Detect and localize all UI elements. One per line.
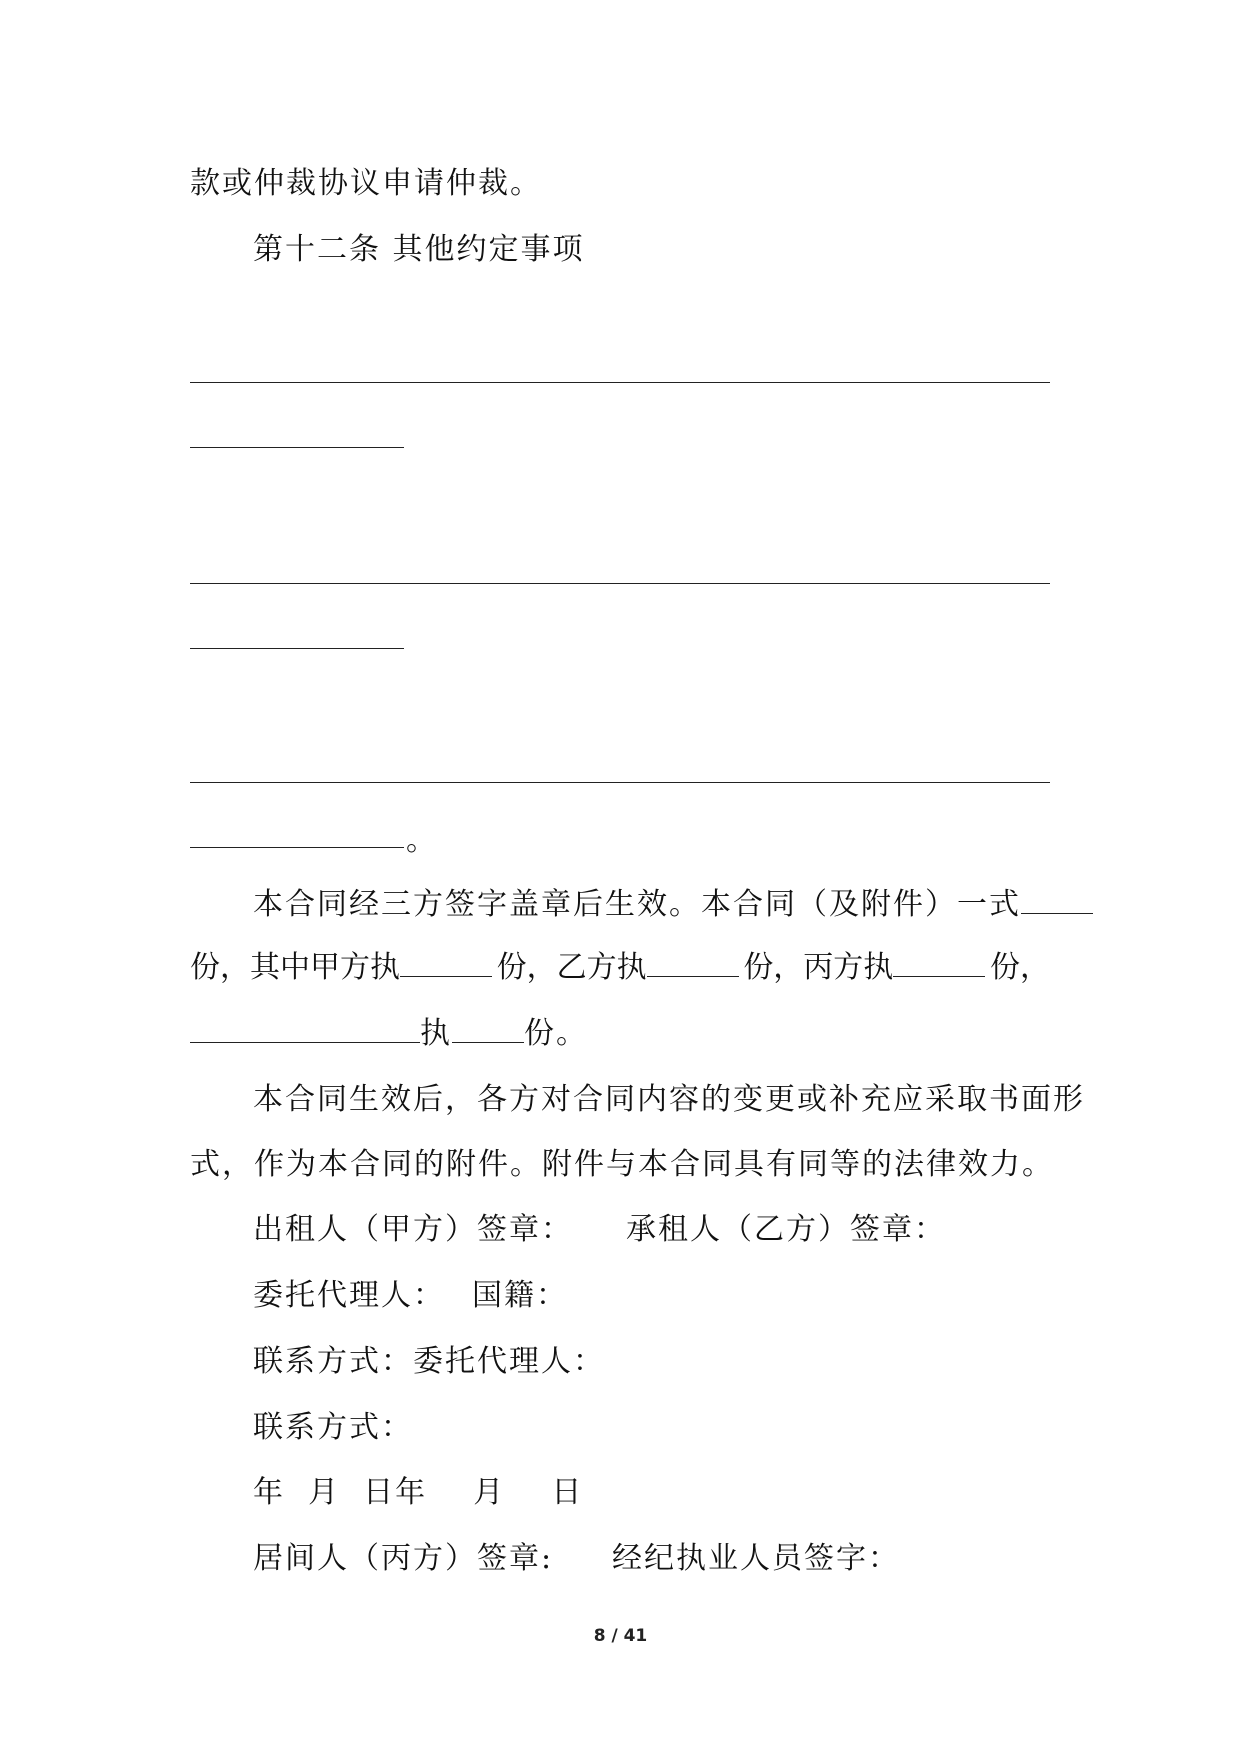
contact-agent-label: 联系方式：委托代理人： (253, 1344, 605, 1379)
date-line: 年 月 日年 月 日 (253, 1475, 584, 1510)
fill-line (190, 583, 1050, 584)
other-holder-blank (190, 1016, 420, 1043)
effect-text-2b: 份，乙方执 (497, 946, 739, 990)
lessor-signature-label: 出租人（甲方）签章： (253, 1212, 573, 1247)
fill-line (190, 648, 404, 649)
fill-line (190, 382, 1050, 383)
article-12-title: 第十二条 其他约定事项 (253, 232, 585, 267)
fill-line (190, 447, 404, 448)
effect-text-2a: 份，其中甲方执 (190, 946, 492, 990)
effect-text-2d: 份， (989, 950, 1050, 985)
effect-line-3 (190, 1012, 588, 1056)
copies-total-blank (1021, 887, 1093, 914)
page-number: 8 / 41 (593, 1626, 648, 1646)
paragraph-tail: 款或仲裁协议申请仲裁。 (190, 166, 542, 201)
broker-signature-label: 居间人（丙方）签章: (253, 1541, 554, 1576)
fill-line (190, 782, 1050, 783)
blank-end-mark: 。 (406, 823, 438, 858)
copies-party-a-blank (400, 950, 492, 977)
effect-text-2c: 份，丙方执 (743, 946, 985, 990)
copies-other-blank (452, 1016, 524, 1043)
effect-text-3b: 份。 (524, 1016, 588, 1051)
lessee-signature-label: 承租人（乙方）签章： (626, 1212, 946, 1247)
nationality-label: 国籍： (472, 1278, 568, 1313)
copies-party-c-blank (893, 950, 985, 977)
copies-party-b-blank (647, 950, 739, 977)
effect-line-2 (190, 946, 1050, 990)
fill-line (190, 847, 404, 848)
contact-label: 联系方式： (253, 1410, 413, 1445)
agent-label: 委托代理人： (253, 1278, 445, 1313)
effect-text-1: 本合同经三方签字盖章后生效。本合同（及附件）一式 (253, 887, 1021, 922)
amend-line-2: 式，作为本合同的附件。附件与本合同具有同等的法律效力。 (190, 1147, 1054, 1182)
amend-line-1: 本合同生效后，各方对合同内容的变更或补充应采取书面形 (253, 1082, 1085, 1117)
broker-staff-signature-label: 经纪执业人员签字： (612, 1541, 900, 1576)
effect-line-1 (253, 883, 1093, 927)
effect-text-3a: 执 (420, 1016, 452, 1051)
